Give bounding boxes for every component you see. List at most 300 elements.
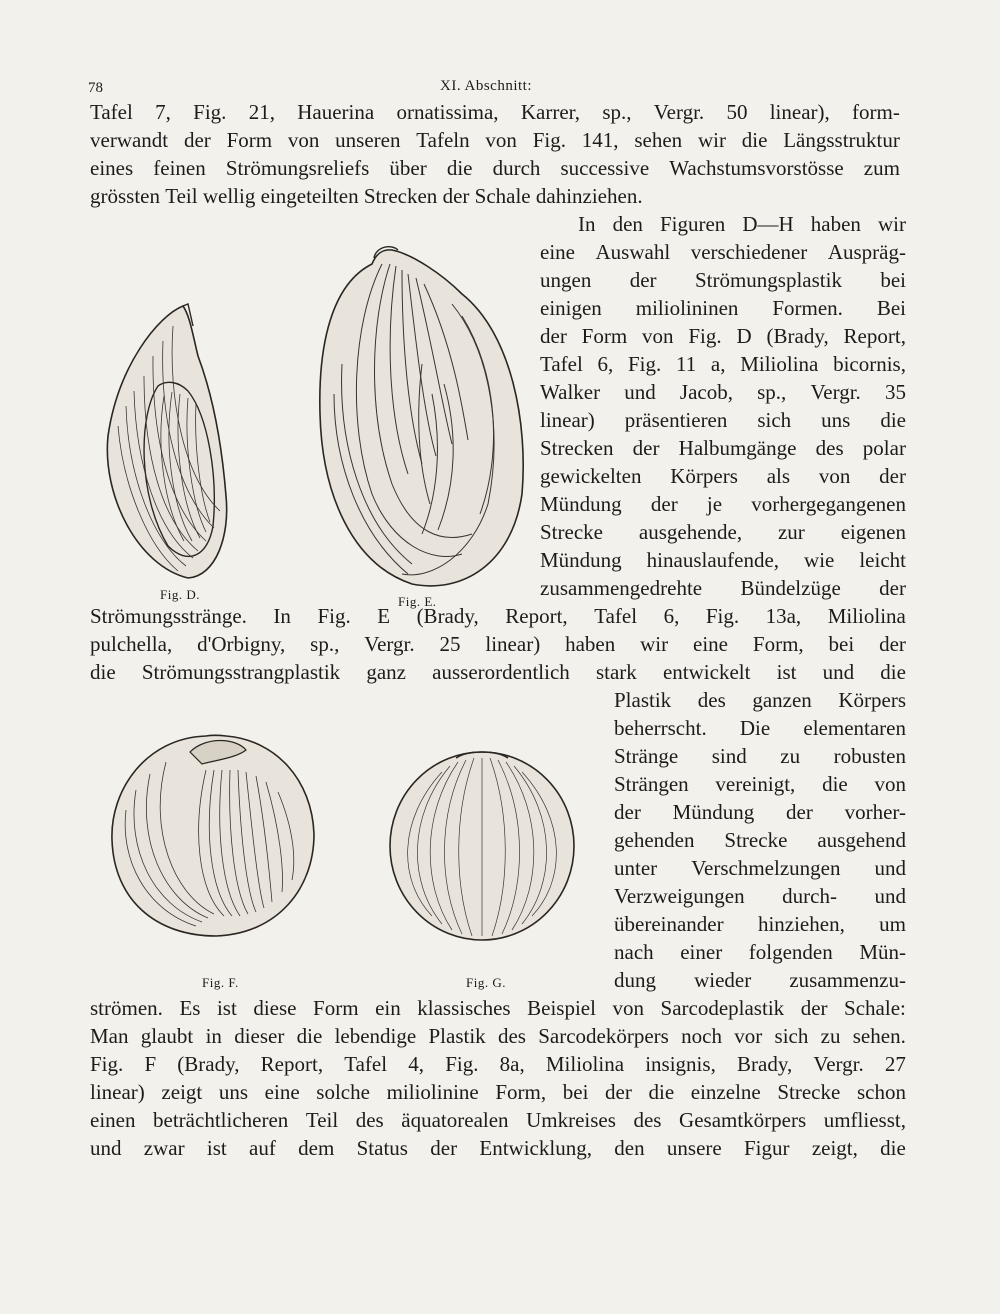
word: solche	[316, 1080, 370, 1104]
word: 6,	[663, 604, 680, 628]
word: Schale	[474, 184, 536, 208]
word: In	[578, 212, 596, 236]
word: sp.,	[757, 380, 787, 404]
text-line	[614, 854, 906, 882]
word: die	[880, 1136, 906, 1160]
text-line	[540, 378, 906, 406]
word: dem	[298, 1136, 335, 1160]
word: vereinigt,	[715, 772, 796, 796]
text-line	[90, 1106, 906, 1134]
word: Fig.	[90, 1052, 124, 1076]
word: Verzweigungen	[614, 884, 745, 908]
word: zu	[780, 744, 801, 768]
word: einen	[90, 1108, 136, 1132]
word: Form,	[495, 1080, 547, 1104]
running-title: XI. Abschnitt:	[440, 78, 532, 94]
word: 25	[439, 632, 461, 656]
word: uns	[821, 408, 851, 432]
word: strömen.	[90, 996, 163, 1020]
word: linear)	[540, 408, 595, 432]
word: die	[446, 156, 473, 180]
text-line	[614, 798, 906, 826]
word: F	[144, 1052, 157, 1076]
word: lebendige	[334, 1024, 417, 1048]
word: der	[614, 800, 641, 824]
word: äquatorealen	[401, 1108, 509, 1132]
word: dung	[614, 968, 656, 992]
word: D	[736, 324, 752, 348]
text-line	[614, 882, 906, 910]
word: und	[874, 856, 906, 880]
word: des	[355, 1108, 384, 1132]
word: den	[612, 212, 643, 236]
word: zusammenzu-	[789, 968, 906, 992]
word: der	[650, 492, 678, 516]
text-line	[90, 1050, 906, 1078]
word: unseren	[335, 128, 401, 152]
word: Sarcodeplastik	[660, 996, 785, 1020]
text-line	[90, 126, 900, 154]
word: vorhergegangenen	[751, 492, 906, 516]
word: linear)	[90, 1080, 145, 1104]
word: Strecke	[724, 828, 788, 852]
word: durch-	[782, 884, 837, 908]
word: Mündung	[540, 492, 622, 516]
word: übereinander	[614, 912, 724, 936]
word: sind	[711, 744, 747, 768]
word: Strecken	[540, 436, 614, 460]
text-line	[540, 574, 906, 602]
word: die	[296, 1024, 323, 1048]
text-line	[540, 294, 906, 322]
word: von	[874, 772, 906, 796]
word: E	[377, 604, 391, 628]
word: Vergr.	[810, 380, 861, 404]
word: D—H	[742, 212, 794, 236]
word: Karrer,	[520, 100, 581, 124]
word: ausgehend	[817, 828, 906, 852]
word: durch	[492, 156, 541, 180]
word: form-	[852, 100, 900, 124]
figure-g-illustration	[384, 744, 580, 944]
word: Tafel	[594, 604, 638, 628]
word: des	[815, 436, 844, 460]
word: Form	[313, 996, 359, 1020]
word: verwandt	[90, 128, 169, 152]
figure-d-caption: Fig. D.	[160, 587, 200, 602]
figure-f-caption: Fig. F.	[202, 975, 239, 990]
word: wir	[697, 128, 726, 152]
figure-g-caption: Fig. G.	[466, 975, 506, 990]
word: schon	[856, 1080, 906, 1104]
word: Strömungsreliefs	[225, 156, 370, 180]
word: der	[786, 800, 813, 824]
word: Bündelzüge	[740, 576, 841, 600]
word: Figuren	[659, 212, 726, 236]
word: die	[822, 772, 848, 796]
word: noch	[681, 1024, 722, 1048]
word: die	[741, 128, 768, 152]
word: sp.,	[602, 100, 632, 124]
word: bicornis,	[833, 352, 906, 376]
figure-d-illustration	[98, 296, 238, 586]
word: Form	[226, 128, 273, 152]
word: Vergr.	[653, 100, 705, 124]
text-line	[90, 1022, 906, 1050]
text-line	[540, 490, 906, 518]
word: Strecke	[777, 1080, 841, 1104]
word: ausserordentlich	[432, 660, 570, 684]
word: wir	[877, 212, 906, 236]
word: 13a,	[765, 604, 802, 628]
word: Mündung	[540, 548, 622, 572]
word: Fig.	[532, 128, 566, 152]
word: bei	[828, 632, 855, 656]
word: Strömungsplastik	[694, 268, 842, 292]
word: eine	[540, 240, 575, 264]
word: über	[389, 156, 427, 180]
word: Report,	[260, 1052, 324, 1076]
word: um	[879, 912, 906, 936]
word: feinen	[153, 156, 206, 180]
word: zur	[777, 520, 805, 544]
word: linear),	[769, 100, 830, 124]
word: Schale:	[844, 996, 906, 1020]
word: umfliesst,	[823, 1108, 906, 1132]
word: (Brady,	[416, 604, 479, 628]
word: wieder	[694, 968, 752, 992]
word: Entwicklung,	[479, 1136, 592, 1160]
word: Teil	[165, 184, 203, 208]
text-line	[614, 966, 906, 994]
word: In	[273, 604, 291, 628]
word: zu	[820, 1024, 841, 1048]
word: d'Orbigny,	[197, 632, 286, 656]
word: wir	[640, 632, 669, 656]
word: der	[879, 464, 906, 488]
word: einer	[680, 940, 723, 964]
word: sehen	[634, 128, 683, 152]
text-line	[540, 406, 906, 434]
word: Teil	[305, 1108, 339, 1132]
word: beträchtlicheren	[153, 1108, 289, 1132]
word: Plastik	[614, 688, 672, 712]
word: Tafel	[540, 352, 583, 376]
word: und	[822, 660, 855, 684]
word: gewickelten	[540, 464, 642, 488]
word: robusten	[833, 744, 906, 768]
word: leicht	[859, 548, 906, 572]
word: Form	[581, 324, 628, 348]
word: Mündung	[672, 800, 755, 824]
word: miliolininen	[635, 296, 739, 320]
word: 35	[884, 380, 906, 404]
word: Strecken	[363, 184, 443, 208]
word: verschiedener	[690, 240, 808, 264]
word: Formen.	[772, 296, 843, 320]
word: beherrscht.	[614, 716, 707, 740]
word: je	[706, 492, 723, 516]
text-line	[90, 1078, 906, 1106]
word: des	[497, 1024, 526, 1048]
word: haben	[565, 632, 616, 656]
word: Halbumgänge	[678, 436, 797, 460]
word: der	[442, 184, 475, 208]
text-line	[540, 462, 906, 490]
word: Fig.	[445, 1052, 479, 1076]
text-line	[614, 686, 906, 714]
word: haben	[810, 212, 861, 236]
text-line	[540, 238, 906, 266]
word: Wachstumsvorstösse	[669, 156, 844, 180]
word: von	[612, 996, 644, 1020]
word: Auspräg-	[827, 240, 906, 264]
word: zum	[863, 156, 900, 180]
word: sehen.	[852, 1024, 906, 1048]
word: ganz	[366, 660, 406, 684]
word: Strecke	[540, 520, 603, 544]
word: diese	[253, 996, 297, 1020]
page-number: 78	[88, 80, 103, 96]
word: hinauslaufende,	[646, 548, 780, 572]
word: ungen	[540, 268, 592, 292]
word: Tafeln	[416, 128, 470, 152]
word: Miliolina	[740, 352, 819, 376]
word: Sarcodekörpers	[538, 1024, 669, 1048]
word: der	[800, 996, 828, 1020]
word: elementaren	[803, 716, 906, 740]
text-line	[540, 434, 906, 462]
text-line	[90, 154, 900, 182]
word: gehenden	[614, 828, 695, 852]
word: zeigt	[161, 1080, 203, 1104]
word: Fig.	[628, 352, 662, 376]
word: vor	[734, 1024, 763, 1048]
text-line	[614, 770, 906, 798]
word: eines	[90, 156, 134, 180]
word: präsentieren	[624, 408, 728, 432]
word: sich	[774, 1024, 809, 1048]
word: Hauerina	[297, 100, 375, 124]
word: stark	[595, 660, 637, 684]
word: Strömungsstränge.	[90, 604, 247, 628]
text-line	[90, 602, 906, 630]
text-line	[90, 994, 906, 1022]
text-line	[614, 910, 906, 938]
word: uns	[218, 1080, 249, 1104]
word: (Brady,	[177, 1052, 240, 1076]
word: linear)	[485, 632, 541, 656]
word: Report,	[843, 324, 906, 348]
text-line	[90, 98, 900, 126]
word: a,	[710, 352, 726, 376]
word: der	[629, 268, 657, 292]
text-line	[614, 826, 906, 854]
word: ornatissima,	[396, 100, 499, 124]
word: ein	[375, 996, 401, 1020]
word: die	[880, 408, 906, 432]
word: von	[642, 324, 674, 348]
word: 8a,	[499, 1052, 525, 1076]
word: Status	[356, 1136, 408, 1160]
word: als	[766, 464, 791, 488]
word: die	[880, 660, 906, 684]
word: Tafel	[90, 100, 133, 124]
word: ausgehende,	[638, 520, 743, 544]
word: von	[485, 128, 517, 152]
word: auf	[249, 1136, 276, 1160]
word: und	[624, 380, 656, 404]
word: von	[287, 128, 320, 152]
text-line	[578, 210, 906, 238]
word: eingeteilten	[260, 184, 364, 208]
word: 21,	[248, 100, 275, 124]
word: ist	[216, 996, 237, 1020]
word: eine	[264, 1080, 300, 1104]
word: Report,	[505, 604, 568, 628]
word: der	[879, 632, 906, 656]
text-line	[540, 322, 906, 350]
text-line	[90, 1134, 906, 1162]
word: Gesamtkörpers	[679, 1108, 807, 1132]
word: des	[633, 1108, 662, 1132]
word: Es	[179, 996, 201, 1020]
text-line	[540, 266, 906, 294]
word: folgenden	[748, 940, 833, 964]
word: Plastik	[428, 1024, 486, 1048]
word: Jacob,	[679, 380, 733, 404]
word: nach	[614, 940, 654, 964]
word: die	[90, 660, 116, 684]
word: 50	[726, 100, 748, 124]
word: grössten	[90, 184, 166, 208]
text-line	[540, 350, 906, 378]
word: der	[540, 324, 567, 348]
word: vorher-	[844, 800, 906, 824]
word: eine	[693, 632, 728, 656]
text-line	[90, 182, 790, 210]
word: Fig.	[193, 100, 227, 124]
word: Verschmelzungen	[691, 856, 841, 880]
text-line	[614, 742, 906, 770]
word: insignis,	[645, 1052, 716, 1076]
word: Fig.	[688, 324, 722, 348]
word: 4,	[408, 1052, 425, 1076]
word: polar	[862, 436, 906, 460]
word: den	[614, 1136, 645, 1160]
word: entwickelt	[662, 660, 751, 684]
word: Fig.	[705, 604, 740, 628]
word: Form,	[752, 632, 804, 656]
text-line	[90, 630, 906, 658]
word: ist	[206, 1136, 227, 1160]
word: von	[818, 464, 851, 488]
word: ganzen	[752, 688, 812, 712]
text-line	[90, 658, 906, 686]
word: miliolinine	[386, 1080, 479, 1104]
word: ist	[776, 660, 797, 684]
word: der	[632, 436, 660, 460]
word: Umkreises	[526, 1108, 616, 1132]
text-line	[540, 518, 906, 546]
word: der	[605, 1080, 632, 1104]
word: sp.,	[310, 632, 340, 656]
word: unsere	[666, 1136, 722, 1160]
word: Strömungsstrangplastik	[141, 660, 341, 684]
word: dahinziehen.	[535, 184, 643, 208]
text-line	[614, 714, 906, 742]
word: 7,	[155, 100, 171, 124]
word: wie	[804, 548, 835, 572]
word: Mün-	[859, 940, 906, 964]
word: in	[205, 1024, 222, 1048]
word: successive	[560, 156, 650, 180]
word: einzelne	[690, 1080, 761, 1104]
figure-f-illustration	[106, 730, 320, 942]
word: pulchella,	[90, 632, 173, 656]
word: Miliolina	[545, 1052, 625, 1076]
word: Stränge	[614, 744, 679, 768]
word: Fig.	[317, 604, 351, 628]
word: Walker	[540, 380, 601, 404]
figure-e-caption: Fig. E.	[398, 594, 437, 609]
word: 6,	[597, 352, 614, 376]
word: eigenen	[840, 520, 906, 544]
word: Strängen	[614, 772, 689, 796]
word: bei	[880, 268, 906, 292]
word: Brady,	[737, 1052, 793, 1076]
word: Figur	[744, 1136, 790, 1160]
word: glaubt	[140, 1024, 194, 1048]
word: dieser	[234, 1024, 285, 1048]
text-line	[614, 938, 906, 966]
word: und	[90, 1136, 122, 1160]
word: Bei	[876, 296, 906, 320]
word: Man	[90, 1024, 129, 1048]
word: wellig	[202, 184, 261, 208]
word: hinziehen,	[757, 912, 845, 936]
word: Miliolina	[827, 604, 906, 628]
word: 27	[884, 1052, 906, 1076]
text-line	[540, 546, 906, 574]
word: 11	[675, 352, 697, 376]
word: die	[648, 1080, 675, 1104]
word: einigen	[540, 296, 602, 320]
word: sich	[757, 408, 792, 432]
word: Körpers	[670, 464, 738, 488]
word: (Brady,	[766, 324, 829, 348]
word: zusammengedrehte	[540, 576, 703, 600]
word: 141,	[581, 128, 619, 152]
word: zeigt,	[811, 1136, 858, 1160]
figure-e-illustration	[312, 244, 528, 594]
word: bei	[562, 1080, 589, 1104]
word: der	[183, 128, 211, 152]
word: der	[430, 1136, 458, 1160]
word: Vergr.	[364, 632, 415, 656]
word: des	[697, 688, 726, 712]
word: Längsstruktur	[783, 128, 900, 152]
word: Beispiel	[527, 996, 596, 1020]
word: Vergr.	[813, 1052, 864, 1076]
word: Auswahl	[595, 240, 671, 264]
word: unter	[614, 856, 658, 880]
word: der	[879, 576, 906, 600]
word: zwar	[143, 1136, 185, 1160]
word: Tafel	[344, 1052, 388, 1076]
word: und	[874, 884, 906, 908]
word: klassisches	[417, 996, 511, 1020]
